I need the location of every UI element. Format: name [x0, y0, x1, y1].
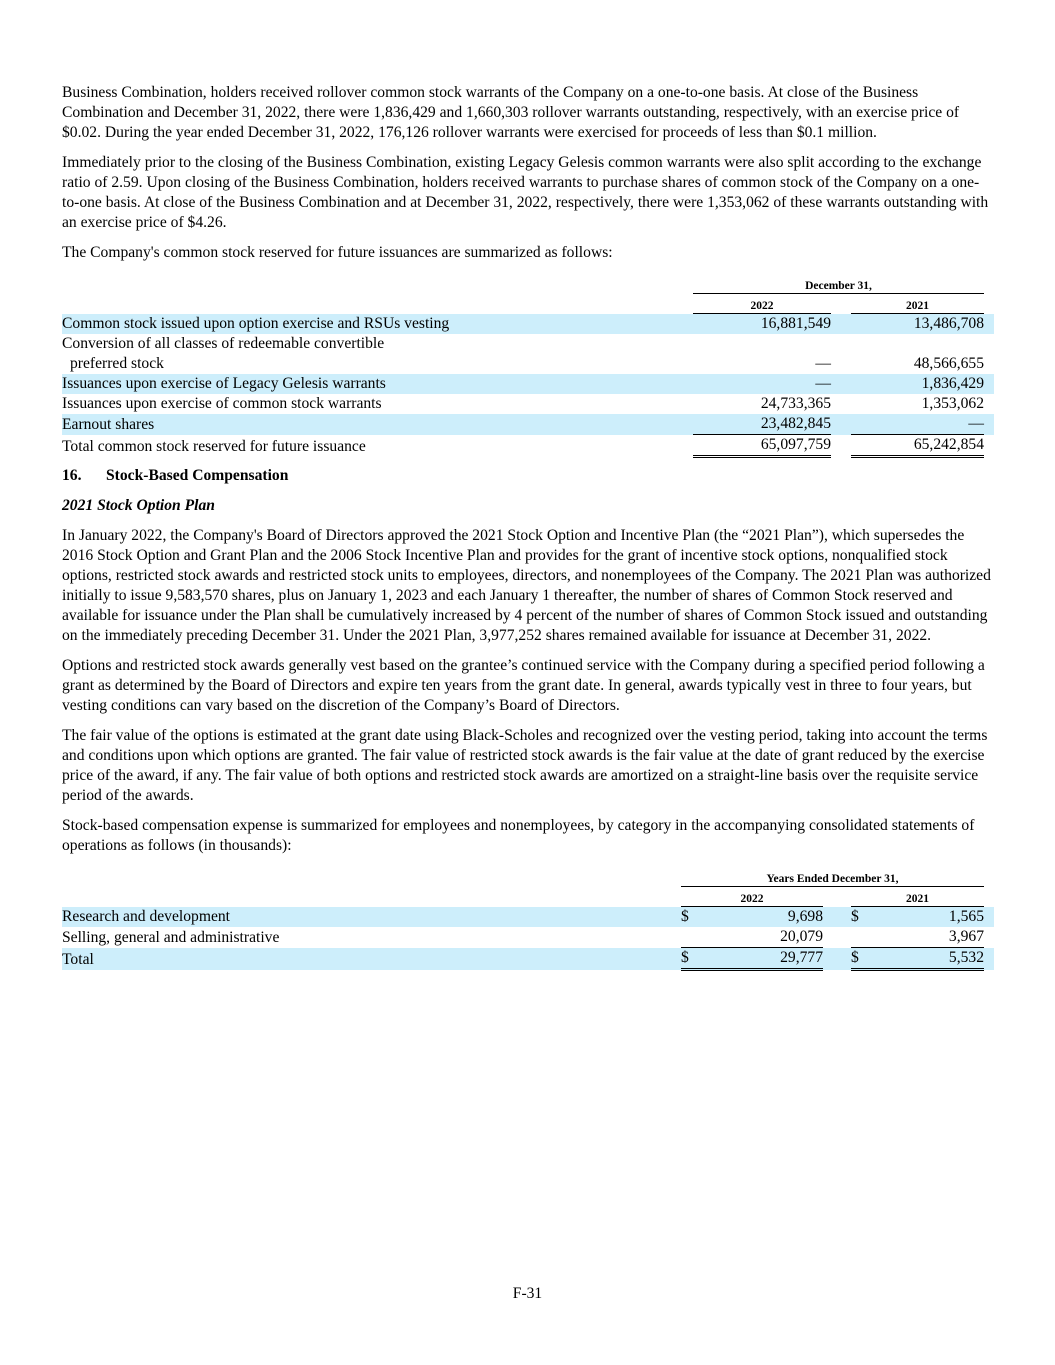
- table-row: [62, 334, 994, 354]
- column-header-2021: 2021: [851, 293, 984, 314]
- column-header-2021: 2021: [851, 886, 984, 907]
- subsection-heading: 2021 Stock Option Plan: [62, 497, 215, 514]
- table-row: [62, 414, 994, 435]
- value-2021: 1,353,062: [921, 395, 984, 412]
- value-2021: 65,242,854: [851, 435, 984, 457]
- currency-symbol: [851, 927, 871, 948]
- value-2022: 23,482,845: [693, 414, 831, 435]
- paragraph: In January 2022, the Company's Board of Directors approved the 2021 Stock Option and Incentive Plan (the “2021 Plan”), which supersedes the 2016 Stock Option and Grant Plan and the 2006 Stock Incentive Plan and provides for the grant of incentive stock options, nonqualified stock options, restricted stock awards and restricted stock units to employees, directors, and nonemployees of the Company. The 2021 Plan was authorized initially to issue 9,583,570 shares, plus on January 1, 2023 and each January 1 thereafter, the number of shares of Common Stock reserved and available for issuance under the Plan shall be cumulatively increased by 4 percent of the number of shares of Common Stock issued and outstanding on the immediately preceding December 31. Under the 2021 Plan, 3,977,252 shares remained available for issuance at December 31, 2022.: [62, 527, 991, 644]
- value-2022: 9,698: [701, 907, 823, 928]
- table-row: [62, 394, 994, 414]
- period-header: December 31,: [693, 273, 984, 293]
- value-2022: 65,097,759: [693, 435, 831, 457]
- row-label: Selling, general and administrative: [62, 928, 280, 946]
- table-row-total: [62, 435, 994, 457]
- value-2021: 13,486,708: [851, 314, 984, 335]
- row-label: Issuances upon exercise of common stock warrants: [62, 395, 382, 412]
- currency-symbol: [681, 927, 701, 948]
- row-label: Total common stock reserved for future issuance: [62, 437, 366, 455]
- table-row: [62, 374, 994, 394]
- paragraph: The Company's common stock reserved for future issuances are summarized as follows:: [62, 244, 613, 261]
- value-2021: 5,532: [871, 948, 984, 970]
- period-header: Years Ended December 31,: [681, 866, 984, 886]
- table-row: [62, 354, 994, 374]
- row-label: Research and development: [62, 907, 681, 928]
- section-heading: [62, 466, 994, 486]
- value-2021: —: [851, 414, 984, 435]
- row-label: Total: [62, 948, 681, 970]
- row-label: Common stock issued upon option exercise and RSUs vesting: [62, 314, 693, 335]
- currency-symbol: $: [851, 948, 871, 970]
- reserved-stock-table: [62, 273, 994, 458]
- table-row: [62, 907, 994, 928]
- value-2022: —: [693, 374, 831, 394]
- column-header-2022: 2022: [681, 886, 823, 907]
- table-row-total: [62, 948, 994, 970]
- paragraph: Options and restricted stock awards generally vest based on the grantee’s continued service with the Company during a specified period following a grant as determined by the Board of Directors and expire ten years from the grant date. In general, awards typically vest in three to four years, but vesting conditions can vary based on the discretion of the Company’s Board of Directors.: [62, 657, 985, 714]
- row-label: Conversion of all classes of redeemable convertible: [62, 335, 385, 352]
- paragraph: The fair value of the options is estimated at the grant date using Black-Scholes and recognized over the vesting period, taking into account the terms and conditions upon which options are granted. The fair value of restricted stock awards is the fair value at the date of grant reduced by the exercise price of the award, if any. The fair value of both options and restricted stock awards are amortized on a straight-line basis over the requisite service period of the awards.: [62, 727, 988, 804]
- document-body: [62, 83, 994, 979]
- value-2021: 3,967: [871, 927, 984, 948]
- paragraph: Immediately prior to the closing of the Business Combination, existing Legacy Gelesis common warrants were also split according to the exchange ratio of 2.59. Upon closing of the Business Combination, holders received warrants to purchase shares of common stock of the Company on a one-to-one basis. At close of the Business Combination and at December 31, 2022, respectively, there were 1,353,062 of these warrants outstanding with an exercise price of $4.26.: [62, 154, 989, 231]
- table-row: [62, 314, 994, 335]
- section-number: 16.: [62, 467, 82, 484]
- row-label-continued: preferred stock: [70, 355, 164, 372]
- currency-symbol: $: [681, 907, 701, 928]
- paragraph: Stock-based compensation expense is summarized for employees and nonemployees, by category in the accompanying consolidated statements of operations as follows (in thousands):: [62, 817, 975, 854]
- value-2022: 29,777: [701, 948, 823, 970]
- value-2021: 1,565: [871, 907, 984, 928]
- currency-symbol: $: [851, 907, 871, 928]
- section-title: Stock-Based Compensation: [106, 467, 289, 484]
- row-label: Earnout shares: [62, 414, 693, 435]
- paragraph: Business Combination, holders received rollover common stock warrants of the Company on a one-to-one basis. At close of the Business Combination and December 31, 2022, there were 1,836,429 and 1,660,303 rollover warrants outstanding, respectively, with an exercise price of $0.02. During the year ended December 31, 2022, 176,126 rollover warrants were exercised for proceeds of less than $0.1 million.: [62, 84, 960, 141]
- stock-compensation-table: [62, 866, 994, 971]
- value-2021: 48,566,655: [913, 355, 984, 372]
- page-number: F-31: [512, 1285, 543, 1302]
- row-label: Issuances upon exercise of Legacy Gelesis warrants: [62, 374, 693, 394]
- value-2022: 24,733,365: [760, 395, 831, 412]
- value-2021: 1,836,429: [851, 374, 984, 394]
- value-2022: —: [815, 355, 831, 372]
- value-2022: 16,881,549: [693, 314, 831, 335]
- table-row: [62, 927, 994, 948]
- value-2022: 20,079: [701, 927, 823, 948]
- column-header-2022: 2022: [693, 293, 831, 314]
- currency-symbol: $: [681, 948, 701, 970]
